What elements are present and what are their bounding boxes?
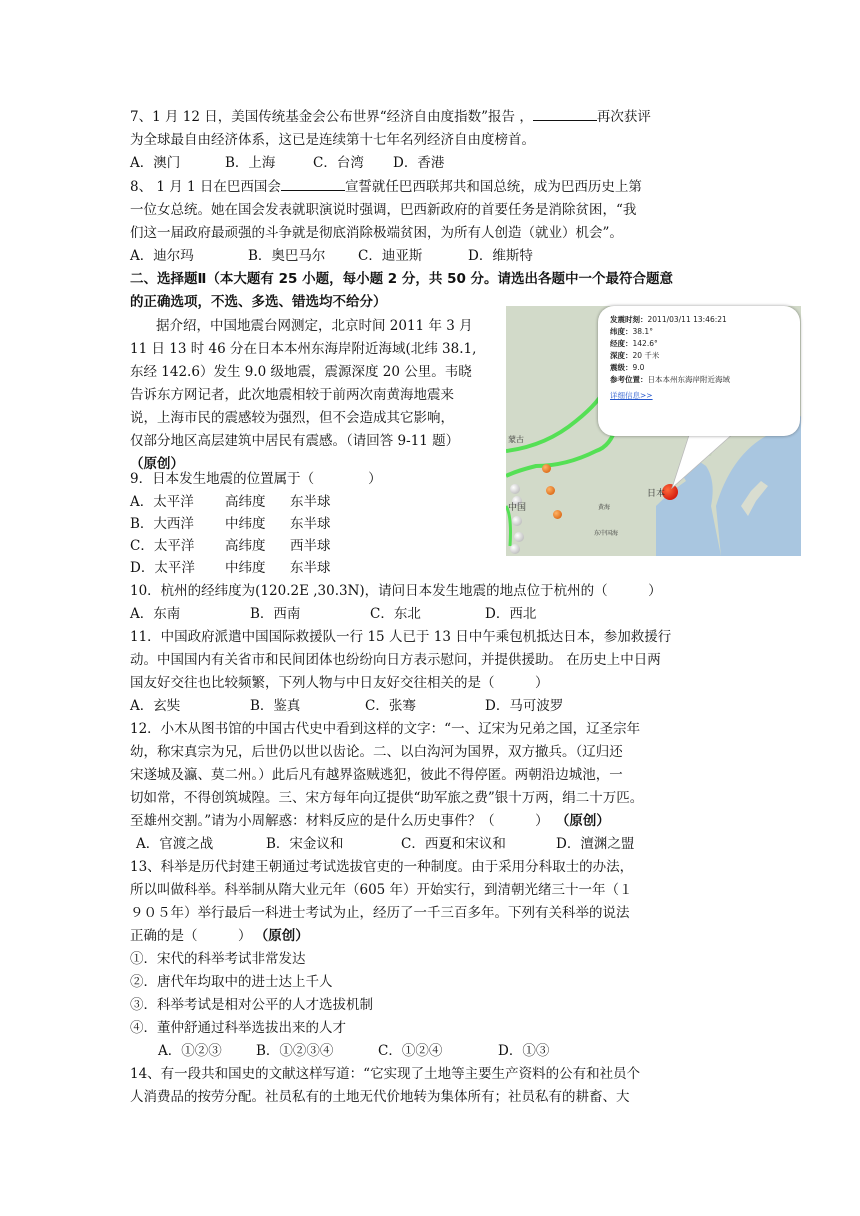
q9-stem: 9．日本发生地震的位置属于（ ） <box>130 471 382 487</box>
section-heading-cont: 的正确选项，不选、多选、错选均不给分） <box>130 294 387 310</box>
option: A．①②③ <box>158 1043 222 1059</box>
option: A．迪尔玛 <box>130 248 194 264</box>
q13-line: 正确的是（ ） （原创） <box>130 928 309 944</box>
passage-line: 11 日 13 时 46 分在日本本州东海岸附近海域(北纬 38.1, <box>130 341 477 357</box>
passage-line: 说，上海市民的震感较为强烈，但不会造成其它影响， <box>130 410 454 426</box>
q13-item: ④．董仲舒通过科举选拔出来的人才 <box>130 1020 346 1036</box>
map-marker <box>510 484 520 494</box>
q12-line: 12．小木从图书馆的中国古代史中看到这样的文字：“一、辽宋为兄弟之国，辽圣宗年 <box>130 721 641 737</box>
q11-line: 动。中国国内有关省市和民间团体也纷纷向日方表示慰问，并提供援助。 在历史上中日两 <box>130 652 661 668</box>
option: B．①②③④ <box>256 1043 334 1059</box>
q10-stem: 10．杭州的经纬度为(120.2E ,30.3N)，请问日本发生地震的地点位于杭州的（ ） <box>130 583 662 599</box>
option: D．维斯特 <box>468 248 533 264</box>
q12-options <box>136 834 634 854</box>
quake-marker <box>546 486 555 495</box>
q14-line: 人消费品的按劳分配。社员私有的土地无代价地转为集体所有；社员私有的耕畜、大 <box>130 1089 630 1105</box>
section-heading: 二、选择题Ⅱ（本大题有 25 小题，每小题 2 分，共 50 分。请选出各题中一个最符合题意 <box>130 271 674 287</box>
map-marker <box>512 516 522 526</box>
option: C．迪亚斯 <box>358 248 423 264</box>
option: A．澳门 <box>130 155 181 171</box>
option: B．鉴真 <box>250 698 301 714</box>
map-marker <box>514 532 524 542</box>
option: C．张骞 <box>365 698 416 714</box>
q12-line: 至雄州交割。”请为小周解惑：材料反应的是什么历史事件？（ ） （原创） <box>130 813 610 829</box>
map-marker <box>510 544 520 554</box>
q7-line-2: 为全球最自由经济体系，这已是连续第十七年名列经济自由度榜首。 <box>130 132 535 148</box>
quake-marker <box>542 464 551 473</box>
option: A．官渡之战 <box>136 836 214 852</box>
q8-line-1: 8、 1 月 1 日在巴西国会 宣誓就任巴西联邦共和国总统，成为巴西历史上第 <box>130 176 642 197</box>
passage-line: 据介绍，中国地震台网测定，北京时间 2011 年 3 月 <box>156 318 473 334</box>
option: C．西夏和宋议和 <box>401 836 506 852</box>
answer-blank <box>281 176 345 191</box>
option: D．香港 <box>393 155 445 171</box>
map-label-east-sea: 东中国海 <box>594 530 619 537</box>
q11-options <box>130 696 563 716</box>
q8-line-3: 们这一届政府最顽强的斗争就是彻底消除极端贫困，为所有人创造（就业）机会”。 <box>130 225 623 241</box>
q9-option-b: B．大西洋 中纬度 东半球 <box>130 516 331 532</box>
q14-line: 14、有一段共和国史的文献这样写道：“它实现了土地等主要生产资料的公有和社员个 <box>130 1066 641 1082</box>
option: B．奥巴马尔 <box>248 248 326 264</box>
option: C．台湾 <box>313 155 364 171</box>
q11-line: 国友好交往也比较频繁，下列人物与中日友好交往相关的是（ ） <box>130 675 549 691</box>
q7-line-1: 7、1 月 12 日，美国传统基金会公布世界“经济自由度指数”报告 ， 再次获评 <box>130 106 651 127</box>
option: A．玄奘 <box>130 698 181 714</box>
q13-line: 13、科举是历代封建王朝通过考试选拔官吏的一种制度。由于采用分科取士的办法， <box>130 859 634 875</box>
q11-line: 11．中国政府派遣中国国际救援队一行 15 人已于 13 日中午乘包机抵达日本，参加救援行 <box>130 629 672 645</box>
popup-row: 发震时刻：2011/03/11 13:46:21 <box>610 315 727 324</box>
popup-row: 纬度：38.1° <box>610 327 653 336</box>
q12-line: 幼，称宋真宗为兄，后世仍以世以齿论。二、以白沟河为国界，双方撤兵。（辽归还 <box>130 744 623 760</box>
option: A．东南 <box>130 606 181 622</box>
popup-row: 经度：142.6° <box>610 339 658 348</box>
popup-row: 参考位置：日本本州东海岸附近海域 <box>610 375 730 384</box>
q8-options <box>130 246 533 266</box>
option: D．①③ <box>498 1043 550 1059</box>
option: C．东北 <box>370 606 421 622</box>
q12-line: 切如常，不得创筑城隍。三、宋方每年向辽提供“助军旅之费”银十万两，绢二十万匹。 <box>130 790 644 806</box>
option: D．澶渊之盟 <box>556 836 635 852</box>
map-label-japan: 日本 <box>647 489 666 499</box>
q13-options <box>158 1041 549 1061</box>
option: B．上海 <box>225 155 276 171</box>
details-link[interactable]: 详细信息>> <box>610 391 653 400</box>
quake-info-popup <box>598 306 800 436</box>
q13-item: ①．宋代的科举考试非常发达 <box>130 951 306 967</box>
passage-line: 仅部分地区高层建筑中居民有震感。（请回答 9-11 题） <box>130 433 460 449</box>
map-label-mongolia: 蒙古 <box>508 435 524 444</box>
popup-row: 深度：20 千米 <box>610 351 660 360</box>
q12-line: 宋遂城及瀛、莫二州。）此后凡有越界盗贼逃犯，彼此不得停匿。两朝沿边城池，一 <box>130 767 623 783</box>
passage-line: 告诉东方网记者，此次地震相较于前两次南黄海地震来 <box>130 387 454 403</box>
answer-blank <box>533 106 597 121</box>
q10-options <box>130 604 536 624</box>
quake-marker <box>553 510 562 519</box>
option: B．宋金议和 <box>266 836 344 852</box>
option: D．马可波罗 <box>485 698 564 714</box>
option: D．西北 <box>485 606 537 622</box>
q13-item: ③．科举考试是相对公平的人才选拔机制 <box>130 997 373 1013</box>
option: B．西南 <box>250 606 301 622</box>
q9-option-a: A．太平洋 高纬度 东半球 <box>130 494 331 510</box>
original-tag: （原创） <box>130 456 184 472</box>
popup-row: 震级：9.0 <box>610 363 645 372</box>
passage-line: 东经 142.6）发生 9.0 级地震，震源深度 20 公里。韦晓 <box>130 364 472 380</box>
q7-options <box>130 153 444 173</box>
q8-line-2: 一位女总统。她在国会发表就职演说时强调，巴西新政府的首要任务是消除贫困，“我 <box>130 202 637 218</box>
q9-option-c: C．太平洋 高纬度 西半球 <box>130 538 331 554</box>
q13-line: 所以叫做科举。科举制从隋大业元年（605 年）开始实行，到清朝光绪三十一年（１ <box>130 882 633 898</box>
q9-option-d: D．太平洋 中纬度 东半球 <box>130 560 331 576</box>
q13-item: ②．唐代年均取中的进士达上千人 <box>130 974 333 990</box>
map-label-china: 中国 <box>508 503 527 513</box>
q13-line: ９０５年）举行最后一科进士考试为止，经历了一千三百多年。下列有关科举的说法 <box>130 905 630 921</box>
map-label-yellow-sea: 黄海 <box>598 504 611 511</box>
option: C．①②④ <box>378 1043 443 1059</box>
